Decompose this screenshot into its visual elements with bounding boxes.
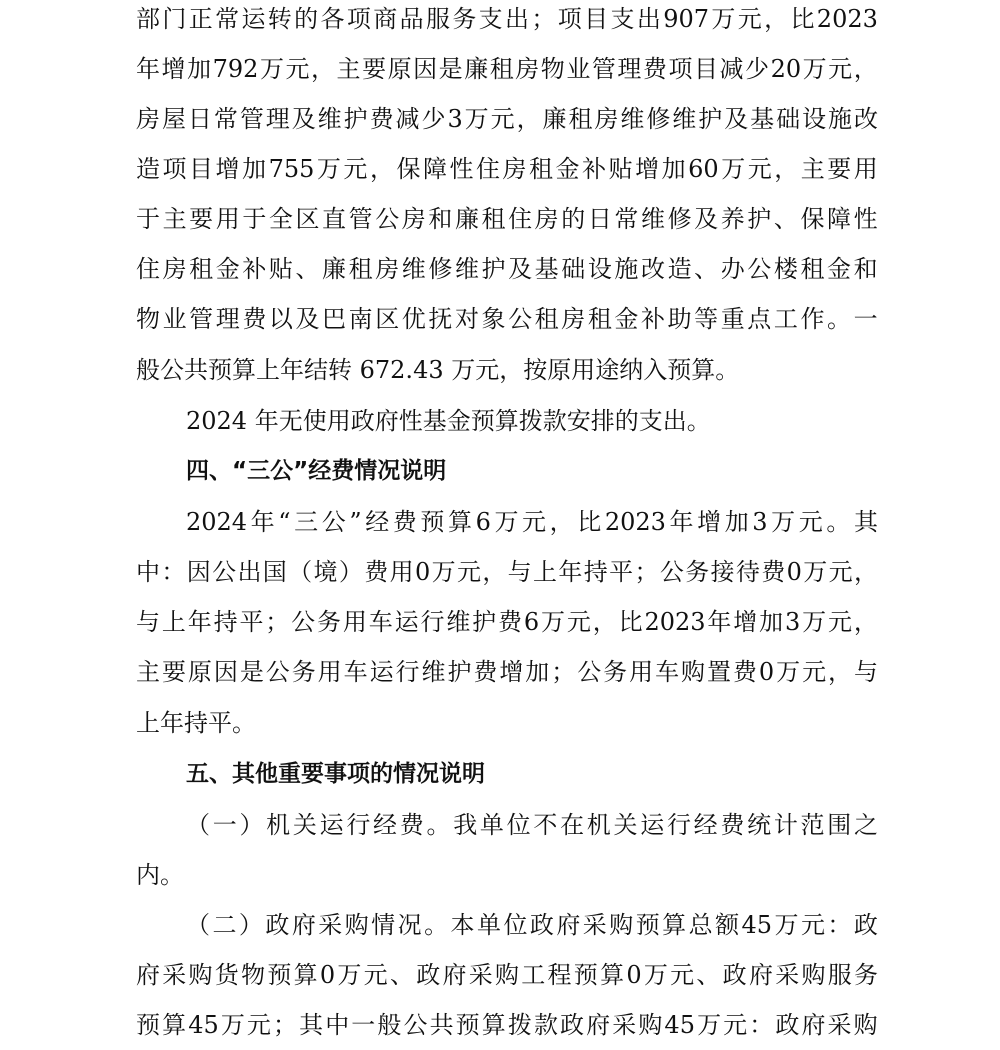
body-line: 造 项 目 增 加 755 万 元 ， 保 障 性 住 房 租 金 补 贴 增 加 60 万 元 ， 主 要 用	[136, 155, 878, 183]
body-line: 于 主 要 用 于 全 区 直 管 公 房 和 廉 租 住 房 的 日 常 维 修 及 养 护 、 保 障 性	[136, 205, 878, 233]
body-line: 中 ： 因 公 出 国 （ 境 ） 费 用 0 万 元 ， 与 上 年 持 平 ； 公 务 接 待 费 0 万 元 ，	[136, 558, 878, 586]
body-line: 般公共预算上年结转 672.43 万元，按原用途纳入预算。	[136, 356, 740, 384]
body-line: 部 门 正 常 运 转 的 各 项 商 品 服 务 支 出 ； 项 目 支 出 907 万 元 ， 比 2023	[136, 5, 878, 33]
paragraph-line: 2024 年 “ 三 公 ” 经 费 预 算 6 万 元 ， 比 2023 年 增 加 3 万 元 。 其	[186, 508, 878, 536]
body-line: 预 算 45 万 元 ； 其 中 一 般 公 共 预 算 拨 款 政 府 采 购 45 万 元 ： 政 府 采 购	[136, 1011, 878, 1039]
body-line: 年 增 加 792 万 元 ， 主 要 原 因 是 廉 租 房 物 业 管 理 费 项 目 减 少 20 万 元 ，	[136, 55, 878, 83]
paragraph-line: （ 一 ） 机 关 运 行 经 费 。 我 单 位 不 在 机 关 运 行 经 费 统 计 范 围 之	[186, 811, 878, 839]
section-heading-four: 四、“三公”经费情况说明	[186, 458, 447, 484]
body-line: 府 采 购 货 物 预 算 0 万 元 、 政 府 采 购 工 程 预 算 0 万 元 、 政 府 采 购 服 务	[136, 961, 878, 989]
paragraph-line: 2024 年无使用政府性基金预算拨款安排的支出。	[186, 407, 711, 435]
section-heading-five: 五、其他重要事项的情况说明	[186, 761, 485, 787]
body-line: 物 业 管 理 费 以 及 巴 南 区 优 抚 对 象 公 租 房 租 金 补 助 等 重 点 工 作 。 一	[136, 305, 878, 333]
body-line: 住 房 租 金 补 贴 、 廉 租 房 维 修 维 护 及 基 础 设 施 改 造 、 办 公 楼 租 金 和	[136, 255, 878, 283]
paragraph-line: （ 二 ） 政 府 采 购 情 况 。 本 单 位 政 府 采 购 预 算 总 额 45 万 元 ： 政	[186, 911, 878, 939]
body-line: 与 上 年 持 平 ； 公 务 用 车 运 行 维 护 费 6 万 元 ， 比 2023 年 增 加 3 万 元 ，	[136, 608, 878, 636]
body-line: 主 要 原 因 是 公 务 用 车 运 行 维 护 费 增 加 ； 公 务 用 车 购 置 费 0 万 元 ， 与	[136, 658, 878, 686]
body-line: 上年持平。	[136, 709, 256, 737]
body-line: 房 屋 日 常 管 理 及 维 护 费 减 少 3 万 元 ， 廉 租 房 维 修 维 护 及 基 础 设 施 改	[136, 105, 878, 133]
body-line: 内。	[136, 861, 184, 889]
